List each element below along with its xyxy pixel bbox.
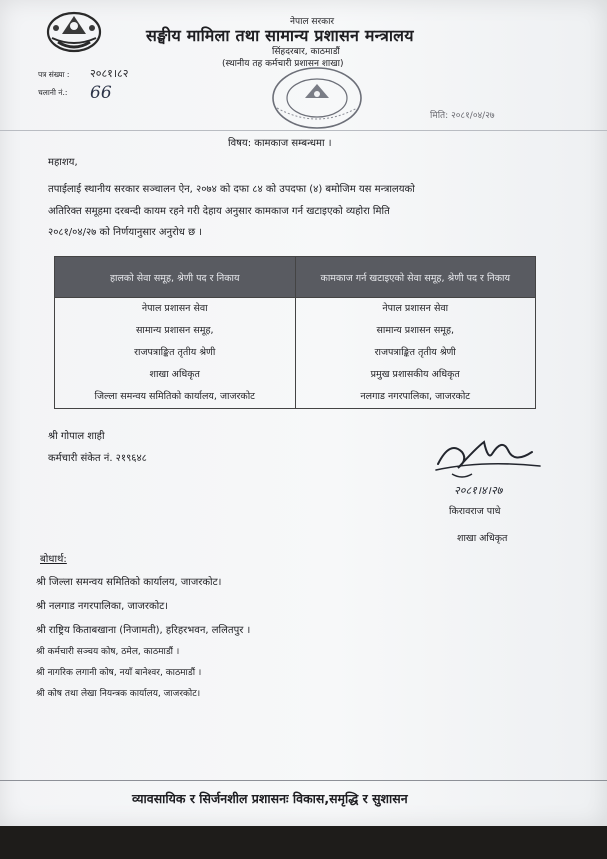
government-name: नेपाल सरकार bbox=[290, 17, 335, 27]
body-line-2: अतिरिक्त समूहमा दरबन्दी कायम रहने गरी देहाय अनुसार कामकाज गर्न खटाइएको व्यहोरा मिति bbox=[48, 206, 390, 217]
background-surface bbox=[0, 826, 607, 859]
letter-number-value: २०८१।८२ bbox=[90, 67, 129, 80]
signatory-designation: शाखा अधिकृत bbox=[457, 533, 508, 544]
ministry-section: (स्थानीय तह कर्मचारी प्रशासन शाखा) bbox=[222, 59, 344, 69]
cc-item: श्री कर्मचारी सञ्चय कोष, ठमेल, काठमाडौं । bbox=[36, 647, 180, 657]
assigned-post: प्रमुख प्रशासकीय अधिकृत bbox=[370, 369, 460, 380]
cc-item: श्री जिल्ला समन्वय समितिको कार्यालय, जाजरकोट। bbox=[36, 577, 222, 588]
office-stamp bbox=[265, 64, 365, 132]
footer-divider bbox=[0, 780, 607, 781]
nepal-emblem-logo bbox=[44, 8, 104, 54]
assigned-office: नलगाड नगरपालिका, जाजरकोट bbox=[360, 391, 471, 402]
salutation: महाशय, bbox=[48, 157, 78, 168]
cc-item: श्री कोष तथा लेखा नियन्त्रक कार्यालय, जाजरकोट। bbox=[36, 689, 201, 699]
signatory-name: किरावराज पाधे bbox=[449, 506, 501, 517]
cc-item: श्री नलगाड नगरपालिका, जाजरकोट। bbox=[36, 601, 169, 612]
cc-item: श्री राष्ट्रिय किताबखाना (निजामती), हरिहरभवन, ललितपुर । bbox=[36, 625, 251, 636]
current-post: शाखा अधिकृत bbox=[149, 369, 200, 380]
employee-name: श्री गोपाल शाही bbox=[48, 431, 105, 442]
signature-date: २०८१।४।२७ bbox=[454, 484, 503, 497]
footer-motto: व्यावसायिक र सिर्जनशील प्रशासनः विकास,समृद्धि र सुशासन bbox=[132, 791, 408, 806]
assigned-posting-cell bbox=[295, 298, 536, 409]
table-header-current: हालको सेवा समूह, श्रेणी पद र निकाय bbox=[55, 257, 296, 298]
letter-number-label: पत्र संख्या : bbox=[38, 70, 70, 79]
assigned-class: राजपत्राङ्कित तृतीय श्रेणी bbox=[374, 347, 456, 358]
body-line-1: तपाईलाई स्थानीय सरकार सञ्चालन ऐन, २०७४ को दफा ८४ को उपदफा (४) बमोजिम यस मन्त्रालयको bbox=[48, 184, 415, 195]
ministry-name: सङ्घीय मामिला तथा सामान्य प्रशासन मन्त्रालय bbox=[146, 26, 414, 45]
current-group: सामान्य प्रशासन समूह, bbox=[135, 325, 214, 336]
table-header-assigned: कामकाज गर्न खटाइएको सेवा समूह, श्रेणी पद र निकाय bbox=[295, 257, 536, 298]
letter-date: मिति: २०८१/०४/२७ bbox=[430, 111, 495, 121]
officer-signature bbox=[432, 430, 544, 498]
posting-table bbox=[54, 256, 536, 409]
assigned-group: सामान्य प्रशासन समूह, bbox=[376, 325, 455, 336]
current-service: नेपाल प्रशासन सेवा bbox=[141, 303, 208, 314]
letter-subject: विषय: कामकाज सम्बन्धमा । bbox=[228, 138, 332, 149]
cc-heading: बोधार्थ: bbox=[40, 554, 67, 565]
header-divider bbox=[0, 130, 607, 131]
employee-code: कर्मचारी संकेत नं. २१९६४८ bbox=[48, 453, 147, 464]
current-class: राजपत्राङ्कित तृतीय श्रेणी bbox=[134, 347, 216, 358]
cc-item: श्री नागरिक लगानी कोष, नयाँ बानेश्वर, काठमाडौं । bbox=[36, 668, 202, 678]
current-posting-cell bbox=[55, 298, 296, 409]
body-line-3: २०८१/०४/२७ को निर्णयानुसार अनुरोध छ । bbox=[48, 227, 203, 238]
dispatch-number-label: चलानी नं.: bbox=[38, 88, 68, 97]
current-office: जिल्ला समन्वय समितिको कार्यालय, जाजरकोट bbox=[94, 391, 255, 402]
dispatch-number-value: 66 bbox=[90, 83, 112, 103]
assigned-service: नेपाल प्रशासन सेवा bbox=[382, 303, 449, 314]
table-row bbox=[55, 298, 536, 409]
ministry-address: सिंहदरबार, काठमाडौं bbox=[272, 47, 340, 57]
